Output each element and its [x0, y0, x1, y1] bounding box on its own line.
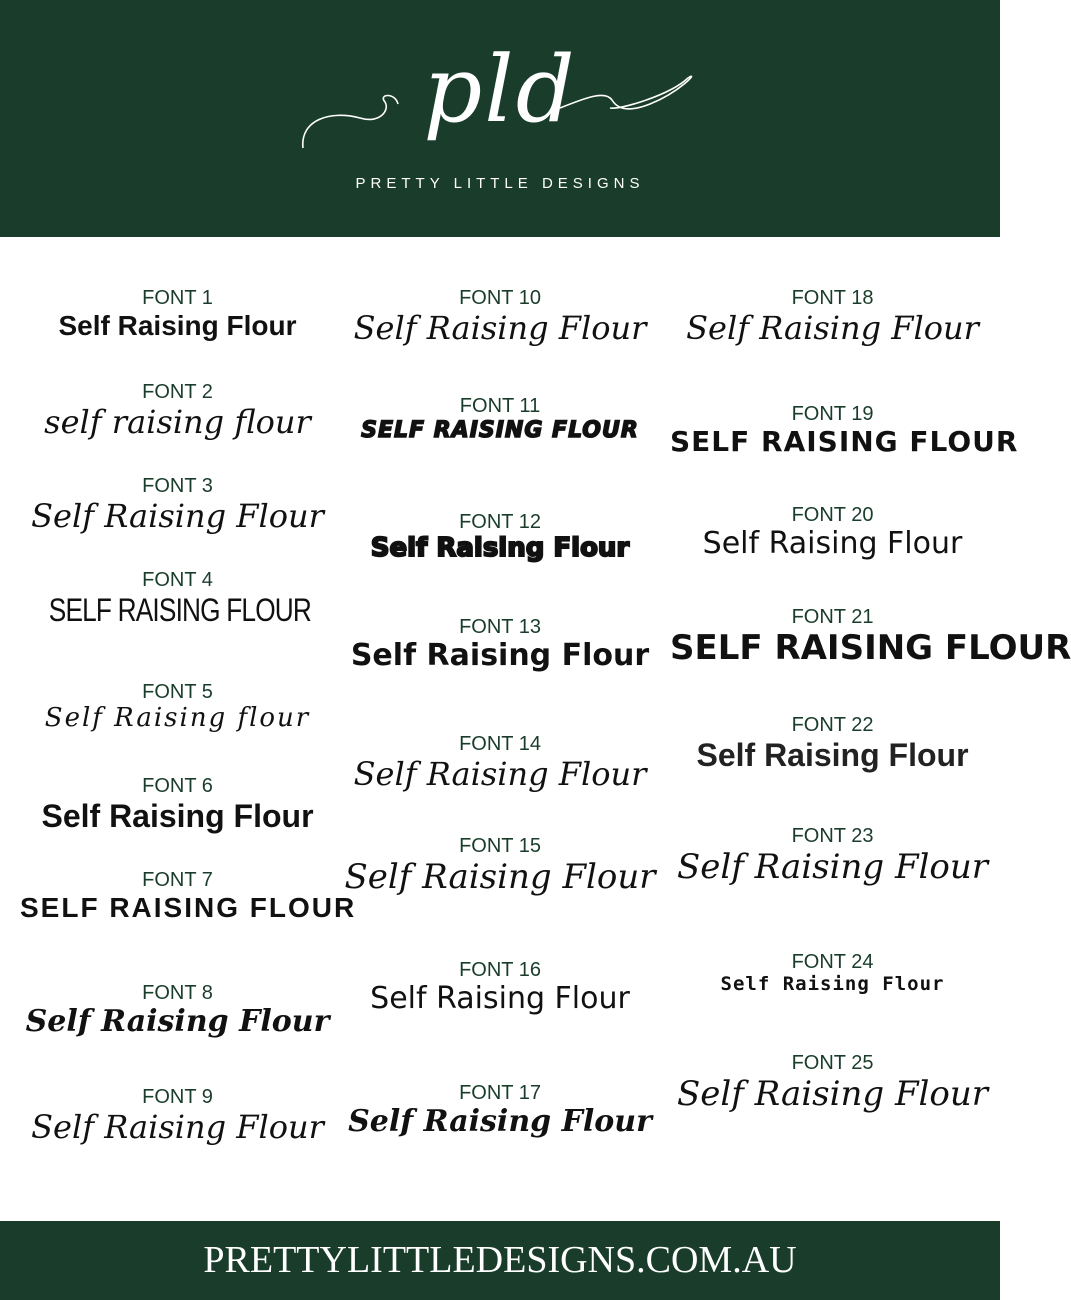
font-sample-3	[20, 474, 335, 535]
font-preview: Self Raising Flour	[41, 798, 314, 834]
font-sample-23	[670, 824, 995, 887]
font-preview: Self Raising Flour	[31, 497, 324, 535]
font-preview: SELF RAISING FLOUR	[361, 418, 639, 443]
font-sample-5	[20, 680, 335, 734]
font-preview: self raising flour	[44, 403, 311, 441]
font-label: FONT 25	[791, 1052, 874, 1074]
font-sample-25	[670, 1051, 995, 1114]
font-preview: Self Raising Flour	[370, 533, 630, 563]
font-preview: Self Raising Flour	[686, 309, 979, 347]
font-preview: Self Raising Flour	[58, 310, 297, 341]
font-sample-24	[670, 950, 995, 996]
font-sample-6	[20, 774, 335, 835]
font-label: FONT 12	[459, 511, 541, 533]
font-label: FONT 9	[142, 1086, 213, 1108]
font-preview: Self Raising Flour	[344, 857, 656, 897]
font-preview: Self Raising Flour	[696, 737, 969, 773]
font-sample-11	[340, 394, 660, 443]
font-preview: SELF RAISING FLOUR	[48, 592, 312, 628]
font-preview: Self Raising Flour	[720, 973, 945, 995]
font-sample-13	[340, 615, 660, 674]
font-sample-14	[340, 732, 660, 793]
font-label: FONT 7	[142, 869, 213, 891]
font-preview: Self Raising Flour	[31, 1108, 324, 1146]
font-preview: Self Raising Flour	[350, 638, 650, 673]
font-preview: Self Raising Flour	[353, 309, 647, 347]
font-sample-8	[20, 981, 335, 1040]
font-label: FONT 3	[142, 475, 213, 497]
font-preview: Self Raising Flour	[370, 981, 630, 1016]
font-sample-19	[670, 402, 1019, 458]
font-label: FONT 4	[142, 569, 213, 591]
font-preview: Self Raising Flour	[676, 847, 989, 887]
font-label: FONT 21	[791, 606, 874, 628]
font-sample-2	[20, 380, 335, 441]
font-sample-9	[20, 1085, 335, 1146]
logo: pld	[423, 36, 577, 143]
font-sample-7	[20, 868, 357, 924]
font-sample-18	[670, 286, 995, 347]
font-preview: Self Raising Flour	[353, 755, 647, 793]
font-label: FONT 5	[142, 681, 213, 703]
font-label: FONT 14	[459, 733, 541, 755]
font-preview: Self Raising Flour	[702, 526, 963, 561]
font-sample-21	[670, 605, 1071, 668]
font-sample-1	[20, 286, 335, 342]
font-sample-4	[20, 568, 335, 629]
font-preview: SELF RAISING FLOUR	[670, 425, 1019, 458]
header-banner	[0, 0, 1000, 237]
footer-website-link[interactable]: PRETTYLITTLEDESIGNS.COM.AU	[0, 1221, 1000, 1300]
font-label: FONT 22	[791, 714, 874, 736]
font-preview: Self Raising Flour	[348, 1104, 652, 1139]
font-preview: Self Raising Flour	[25, 1004, 330, 1039]
font-label: FONT 1	[142, 287, 213, 309]
font-label: FONT 2	[142, 381, 213, 403]
font-label: FONT 16	[459, 959, 541, 981]
font-preview: Self Raising Flour	[676, 1074, 989, 1114]
font-label: FONT 6	[142, 775, 213, 797]
font-sample-10	[340, 286, 660, 347]
font-sample-12	[340, 510, 660, 564]
font-preview: SELF RAISING FLOUR	[670, 628, 1071, 668]
font-sample-16	[340, 958, 660, 1017]
font-label: FONT 13	[459, 616, 541, 638]
font-label: FONT 17	[459, 1082, 541, 1104]
font-label: FONT 15	[459, 835, 541, 857]
font-sample-22	[670, 713, 995, 774]
font-label: FONT 10	[459, 287, 541, 309]
logo-tagline: PRETTY LITTLE DESIGNS	[355, 175, 645, 192]
font-preview: Self Raising flour	[44, 703, 311, 733]
font-label: FONT 18	[791, 287, 874, 309]
font-sample-20	[670, 503, 995, 562]
font-label: FONT 11	[459, 395, 541, 417]
font-label: FONT 24	[791, 951, 874, 973]
font-label: FONT 19	[791, 403, 874, 425]
font-label: FONT 23	[791, 825, 874, 847]
font-label: FONT 20	[791, 504, 874, 526]
font-label: FONT 8	[142, 982, 213, 1004]
font-sample-15	[340, 834, 660, 897]
font-preview: SELF RAISING FLOUR	[20, 892, 357, 923]
font-sample-17	[340, 1081, 660, 1140]
